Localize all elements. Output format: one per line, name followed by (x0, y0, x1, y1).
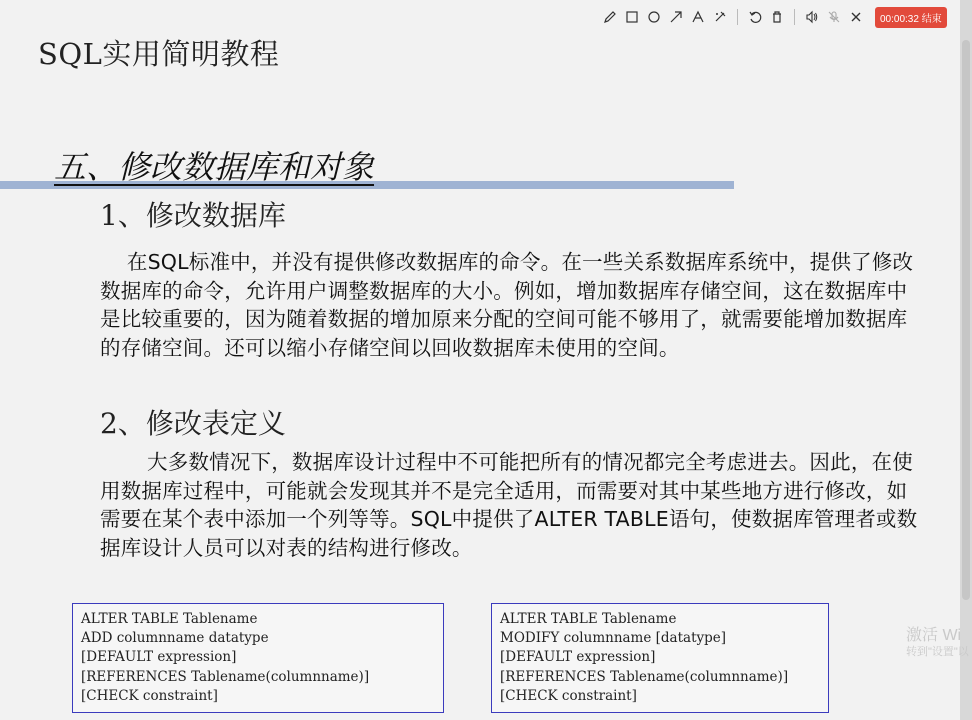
scrollbar-thumb[interactable] (962, 40, 970, 600)
toolbar-divider (737, 9, 738, 25)
activation-watermark-subtext: 转到"设置"以 (906, 646, 969, 658)
heading-modify-table: 2、修改表定义 (100, 407, 286, 440)
paragraph-modify-table: 大多数情况下，数据库设计过程中不可能把所有的情况都完全考虑进去。因此，在使用数据库过程中，可能就会发现其并不是完全适用，而需要对其中某些地方进行修改，如需要在某个表中添加一个列等等。SQL中提供了ALTER TABLE语句，使数据库管理者或数据库设计人员可以对表的结构进行修改。 (100, 450, 918, 560)
code-box-add-column: ALTER TABLE Tablename ADD columnname datatype [DEFAULT expression] [REFERENCES Tablename(columnname)] [CHECK constraint] (72, 603, 444, 713)
recording-stop-button[interactable]: 00:00:32 结束 (875, 7, 947, 28)
arrow-icon[interactable] (665, 6, 687, 28)
close-icon[interactable] (845, 6, 867, 28)
vertical-scrollbar[interactable] (960, 0, 972, 720)
toolbar-divider (794, 9, 795, 25)
speaker-icon[interactable] (801, 6, 823, 28)
highlighter-icon[interactable] (709, 6, 731, 28)
section-title: 五、修改数据库和对象 (54, 148, 375, 186)
mic-off-icon[interactable] (823, 6, 845, 28)
annotation-toolbar (599, 6, 971, 28)
course-title: SQL实用简明教程 (38, 37, 280, 71)
rectangle-icon[interactable] (621, 6, 643, 28)
circle-icon[interactable] (643, 6, 665, 28)
paragraph-modify-database: 在SQL标准中，并没有提供修改数据库的命令。在一些关系数据库系统中，提供了修改数据库的命令，允许用户调整数据库的大小。例如，增加数据库存储空间，这在数据库中是比较重要的，因为随着数据的增加原来分配的空间可能不够用了，就需要能增加数据库的存储空间。还可以缩小存储空间以回收数据库未使用的空间。 (100, 250, 914, 360)
trash-icon[interactable] (766, 6, 788, 28)
activation-watermark: 激活 Wi (906, 627, 962, 644)
undo-icon[interactable] (744, 6, 766, 28)
heading-modify-database: 1、修改数据库 (100, 199, 286, 232)
pen-icon[interactable] (599, 6, 621, 28)
code-box-modify-column: ALTER TABLE Tablename MODIFY columnname [datatype] [DEFAULT expression] [REFERENCES Tablename(columnname)] [CHECK constraint] (491, 603, 829, 713)
text-icon[interactable] (687, 6, 709, 28)
